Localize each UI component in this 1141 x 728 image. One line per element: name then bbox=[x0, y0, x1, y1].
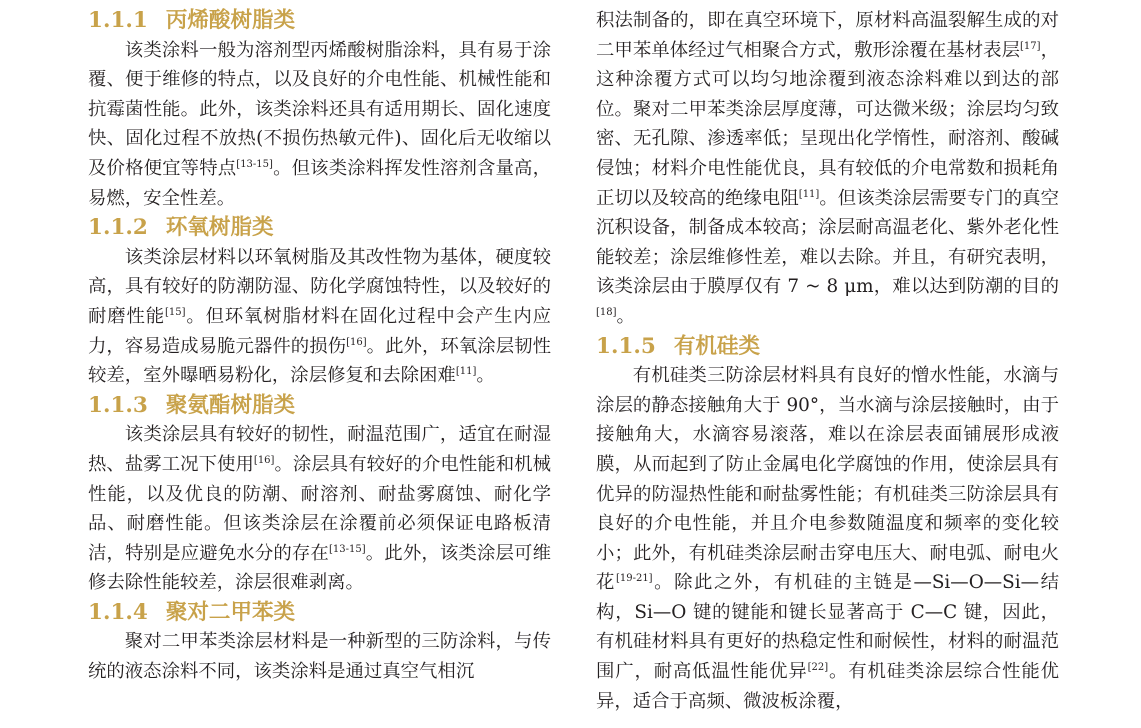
citation: [16] bbox=[346, 336, 367, 348]
section-heading-1-1-3 bbox=[88, 391, 551, 421]
citation: [18] bbox=[596, 306, 617, 318]
citation: [13-15] bbox=[328, 543, 366, 555]
section-heading-1-1-4 bbox=[88, 598, 551, 628]
section-heading-1-1-5 bbox=[596, 332, 1059, 362]
section-number: 1.1.2 bbox=[88, 215, 148, 241]
section-title: 聚对二甲苯类 bbox=[165, 599, 295, 625]
citation: [16] bbox=[253, 454, 275, 466]
left-column bbox=[88, 6, 551, 687]
right-column bbox=[596, 6, 1059, 716]
section-title: 环氧树脂类 bbox=[165, 215, 274, 241]
section-title: 有机硅类 bbox=[673, 333, 760, 359]
citation: [11] bbox=[798, 188, 820, 200]
section-number: 1.1.5 bbox=[596, 333, 656, 359]
paragraph-epoxy: 该类涂层材料以环氧树脂及其改性物为基体，硬度较高，具有较好的防潮防湿、防化学腐蚀特性，以及较好的耐磨性能[15]。但环氧树脂材料在固化过程中会产生内应力，容易造成易脆元器件的损伤[16]。此外，环氧涂层韧性较差，室外曝晒易粉化，涂层修复和去除困难[11]。 bbox=[88, 246, 551, 387]
paragraph-parylene-continued: 积法制备的，即在真空环境下，原材料高温裂解生成的对二甲苯单体经过气相聚合方式，敷形涂覆在基材表层[17]，这种涂覆方式可以均匀地涂覆到液态涂料难以到达的部位。聚对二甲苯类涂层厚度薄，可达微米级；涂层均匀致密、无孔隙、渗透率低；呈现出化学惰性，耐溶剂、酸碱侵蚀；材料介电性能优良，具有较低的介电常数和损耗角正切以及较高的绝缘电阻[11]。但该类涂层需要专门的真空沉积设备，制备成本较高；涂层耐高温老化、紫外老化性能较差；涂层维修性差，难以去除。并且，有研究表明，该类涂层由于膜厚仅有 7 ~ 8 μm，难以达到防潮的目的[18]。 bbox=[596, 10, 1059, 327]
citation: [11] bbox=[455, 366, 477, 378]
paragraph-silicone: 有机硅类三防涂层材料具有良好的憎水性能，水滴与涂层的静态接触角大于 90°，当水滴与涂层接触时，由于接触角大，水滴容易滚落，难以在涂层表面铺展形成液膜，从而起到了防止金属电化学腐蚀的作用，使涂层具有优异的防湿热性能和耐盐雾性能；有机硅类三防涂层具有良好的介电性能，并且介电参数随温度和频率的变化较小；此外，有机硅类涂层耐击穿电压大、耐电弧、耐电火花[19-21]。除此之外，有机硅的主链是—Si—O—Si—结构，Si—O 键的键能和键长显著高于 C—C 键，因此，有机硅材料具有更好的热稳定性和耐候性，材料的耐温范围广，耐高低温性能优异[22]。有机硅类涂层综合性能优异，适合于高频、微波板涂覆， bbox=[596, 365, 1059, 712]
paragraph-parylene-start: 聚对二甲苯类涂层材料是一种新型的三防涂料，与传统的液态涂料不同，该类涂料是通过真空气相沉 bbox=[88, 631, 551, 683]
section-number: 1.1.3 bbox=[88, 392, 148, 418]
citation: [15] bbox=[164, 306, 186, 318]
section-number: 1.1.1 bbox=[88, 8, 148, 33]
citation: [13-15] bbox=[236, 158, 273, 170]
paper-page bbox=[0, 6, 1141, 728]
citation: [17] bbox=[1020, 40, 1041, 52]
section-title: 丙烯酸树脂类 bbox=[165, 8, 295, 33]
section-title: 聚氨酯树脂类 bbox=[165, 392, 295, 418]
section-heading-1-1-1 bbox=[88, 6, 551, 36]
citation: [22] bbox=[807, 662, 829, 674]
citation: [19-21] bbox=[615, 573, 653, 585]
section-heading-1-1-2 bbox=[88, 213, 551, 243]
paragraph-polyurethane: 该类涂层具有较好的韧性，耐温范围广，适宜在耐湿热、盐雾工况下使用[16]。涂层具有较好的介电性能和机械性能，以及优良的防潮、耐溶剂、耐盐雾腐蚀、耐化学品、耐磨性能。但该类涂层在涂覆前必须保证电路板清洁，特别是应避免水分的存在[13-15]。此外，该类涂层可维修去除性能较差，涂层很难剥离。 bbox=[88, 424, 551, 594]
section-number: 1.1.4 bbox=[88, 599, 148, 625]
paragraph-acrylic: 该类涂料一般为溶剂型丙烯酸树脂涂料，具有易于涂覆、便于维修的特点，以及良好的介电性能、机械性能和抗霉菌性能。此外，该类涂料还具有适用期长、固化速度快、固化过程不放热(不损伤热敏元件)、固化后无收缩以及价格便宜等特点[13-15]。但该类涂料挥发性溶剂含量高，易燃，安全性差。 bbox=[88, 39, 551, 209]
